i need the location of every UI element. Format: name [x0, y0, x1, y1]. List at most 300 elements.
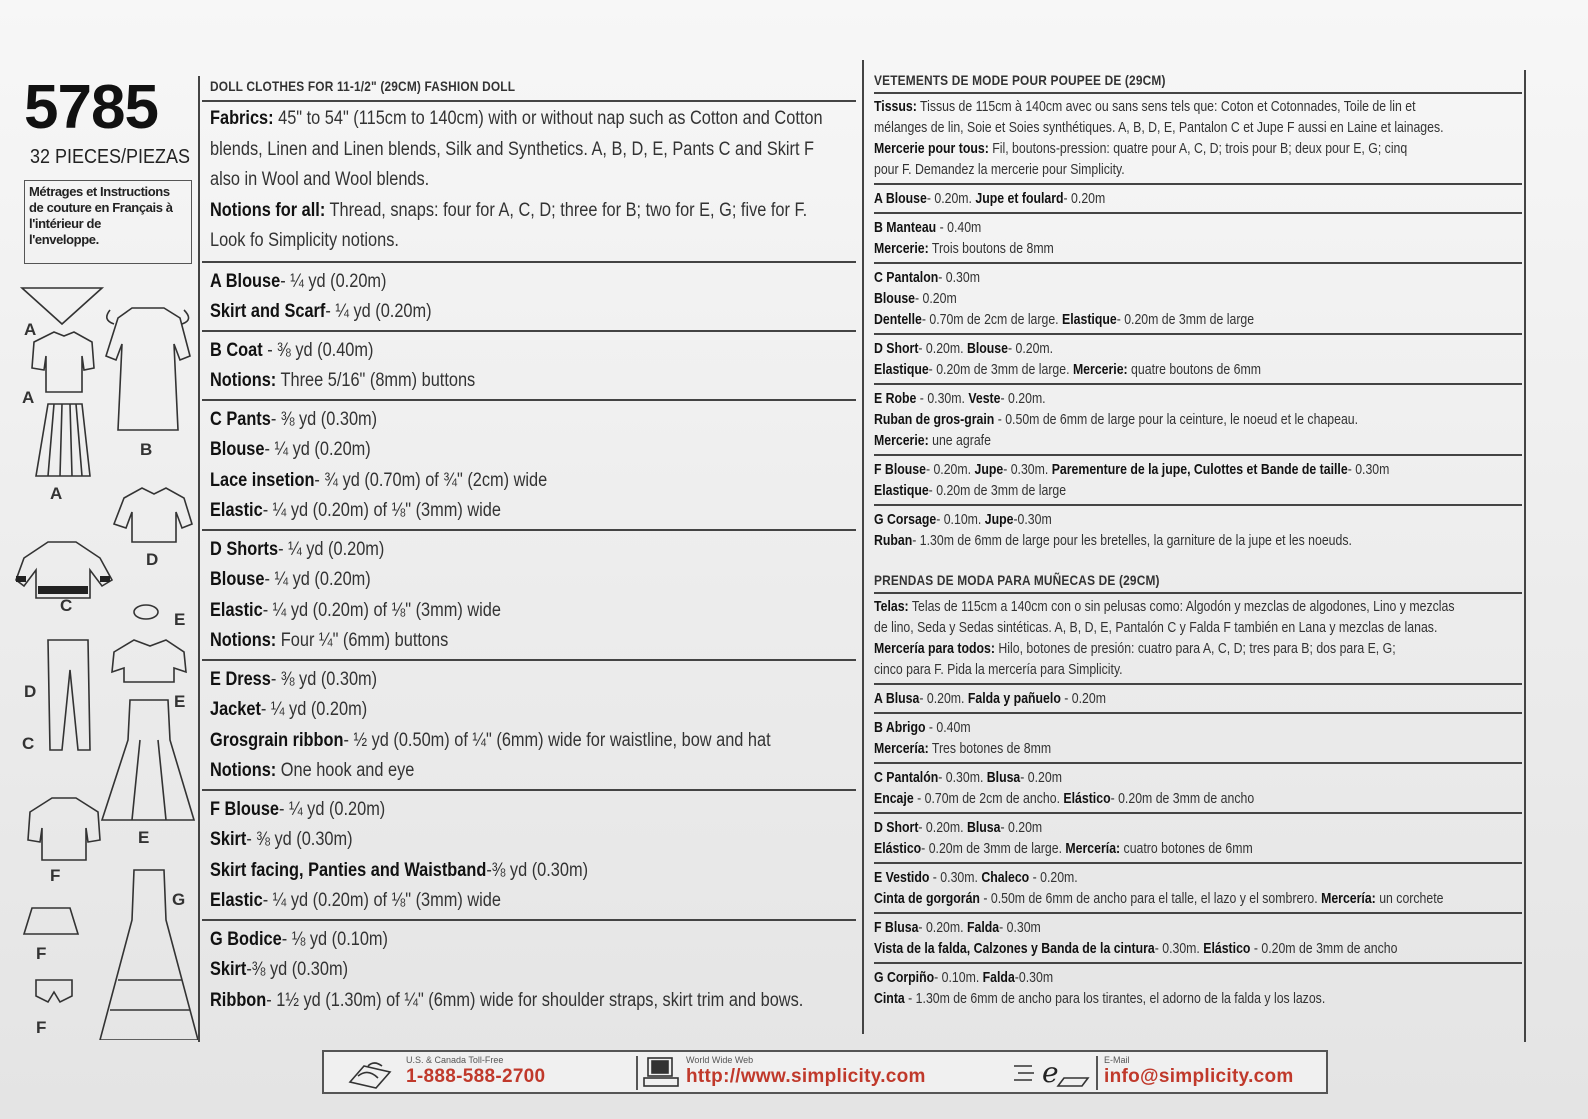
value: - 0.20m de 3mm de large	[1116, 311, 1255, 328]
label: A Blusa	[874, 690, 920, 707]
value: - ¼ yd (0.20m)	[325, 301, 432, 322]
value: - 0.20m.	[919, 690, 968, 707]
view-requirements	[874, 185, 1522, 212]
value: - ⅜ yd (0.40m)	[262, 339, 374, 361]
label: E Robe	[874, 390, 917, 407]
value: - 0.20m.	[1000, 390, 1046, 407]
label: Falda	[966, 919, 1000, 936]
text-line	[874, 288, 1405, 309]
value: -⅜ yd (0.30m)	[486, 859, 589, 881]
text-line: Look fo Simplicity notions.	[210, 230, 399, 251]
view-requirements	[210, 332, 856, 399]
label: Elastic	[210, 599, 263, 621]
center-divider	[862, 60, 864, 1034]
contact-footer	[322, 1050, 1328, 1094]
value: - 0.30m	[1347, 461, 1390, 478]
value: - 0.20m de 3mm de large.	[928, 361, 1073, 378]
value: - ¼ yd (0.20m) of ⅛" (3mm) wide	[262, 500, 501, 521]
value: - ⅜ yd (0.30m)	[270, 408, 378, 430]
view-label: A	[50, 484, 63, 503]
french-intro	[874, 94, 1522, 183]
label: D Short	[874, 340, 919, 357]
text-line	[874, 309, 1405, 330]
email-link[interactable]: info@simplicity.com	[1104, 1066, 1294, 1087]
view-label: E	[174, 692, 186, 711]
view-requirements	[210, 401, 856, 529]
text-line	[874, 338, 1405, 359]
value: -0.30m	[1014, 969, 1054, 986]
coat-sketch	[106, 308, 190, 430]
label: Falda	[982, 969, 1015, 986]
label: Blouse	[210, 569, 265, 590]
value: Tissus de 115cm à 140cm avec ou sans sens tels que: Coton et Cotonnades, Toile de lin et	[916, 98, 1416, 115]
label: Blouse	[210, 439, 265, 460]
label: Ribbon	[210, 989, 267, 1011]
value: Trois boutons de 8mm	[928, 240, 1054, 257]
text-line	[874, 96, 1416, 117]
hat-sketch	[134, 605, 158, 619]
email-icon	[1012, 1056, 1092, 1090]
label: C Pantalón	[874, 769, 939, 786]
label: Notions for all:	[210, 199, 326, 221]
text-line	[874, 838, 1405, 859]
view-requirements	[874, 335, 1522, 383]
value: - 0.50m de 6mm de ancho para el talle, el lazo y el sombrero.	[979, 890, 1322, 907]
pattern-number: 5785	[24, 73, 158, 142]
label: Parementure de la jupe, Culottes et Bande de taille	[1051, 461, 1348, 478]
label: Elástico	[874, 840, 922, 857]
label: Skirt facing, Panties and Waistband	[210, 859, 487, 881]
french-note-line: l'intérieur de	[29, 216, 101, 231]
label: Fabrics:	[210, 108, 274, 129]
value: - 0.20m de 3mm de large	[928, 482, 1067, 499]
value: - ¼ yd (0.20m)	[279, 798, 386, 820]
label: Mercerie:	[1072, 361, 1128, 378]
text-line	[210, 596, 766, 627]
value: - 0.20m.	[926, 190, 976, 207]
value: - 0.40m	[936, 219, 982, 236]
text-line	[210, 405, 766, 436]
french-heading: VETEMENTS DE MODE POUR POUPEE DE (29CM)	[874, 72, 1166, 88]
text-line	[874, 659, 1405, 680]
value: -0.30m	[1013, 511, 1052, 528]
text-line	[874, 967, 1405, 988]
label: B Manteau	[874, 219, 937, 236]
text-line	[874, 188, 1405, 209]
label: Ruban	[874, 532, 913, 549]
value: Three 5/16" (8mm) buttons	[276, 370, 476, 391]
text-line	[210, 196, 808, 227]
label: F Blouse	[210, 798, 280, 820]
value: - 0.50m de 6mm de large pour la ceinture, le noeud et le chapeau.	[994, 411, 1359, 428]
label: Mercerie:	[874, 432, 929, 449]
value: de lino, Seda y Sedas sintéticas. A, B, D, E, Pantalón C y Falda F también en Lana y mezclas de lanas.	[874, 619, 1438, 636]
text-line	[210, 535, 766, 566]
value: - 0.20m de 3mm de ancho	[1110, 790, 1255, 807]
text-line	[874, 788, 1405, 809]
label: Blusa	[966, 819, 1001, 836]
view-requirements	[210, 531, 856, 659]
value: mélanges de lin, Soie et Soies synthétiques. A, B, D, E, Pantalon C et Jupe F aussi en Laine et lainages.	[874, 119, 1444, 136]
garment-sketches	[14, 280, 204, 1040]
text-line	[874, 267, 1405, 288]
web-label: World Wide Web	[686, 1055, 754, 1065]
view-requirements	[874, 764, 1522, 812]
view-label: B	[140, 440, 153, 459]
label: D Short	[874, 819, 919, 836]
text-line	[210, 955, 766, 986]
value: - 0.10m.	[934, 969, 983, 986]
text-line	[874, 738, 1405, 759]
label: Elástico	[1063, 790, 1111, 807]
value: - 0.30m.	[1154, 940, 1204, 957]
view-requirements	[874, 685, 1522, 712]
label: Lace insetion	[210, 469, 315, 491]
value: - 0.20m	[1020, 769, 1062, 786]
view-requirements	[874, 914, 1522, 962]
shorts-blouse-sketch	[114, 488, 192, 542]
value: - 0.20m de 3mm de large.	[921, 840, 1066, 857]
value: - 0.40m	[925, 719, 971, 736]
value: - 0.30m.	[916, 390, 969, 407]
view-label: F	[36, 1018, 47, 1037]
label: Jupe et foulard	[975, 190, 1064, 207]
text-line	[874, 717, 1405, 738]
value: - 0.10m.	[936, 511, 985, 528]
f-blouse-sketch	[28, 798, 100, 860]
label: Blusa	[986, 769, 1021, 786]
text-line	[874, 459, 1405, 480]
text-line	[874, 480, 1405, 501]
value: - 0.20m	[1060, 690, 1106, 707]
view-label: E	[138, 828, 150, 847]
value: un corchete	[1375, 890, 1444, 907]
text-line	[874, 217, 1405, 238]
value: cuatro botones de 6mm	[1120, 840, 1253, 857]
value: - ¼ yd (0.20m)	[264, 569, 371, 590]
label: Ruban de gros-grain	[874, 411, 995, 428]
label: Mercería:	[874, 740, 929, 757]
label: Mercerie:	[874, 240, 929, 257]
label: E Dress	[210, 668, 271, 690]
text-line	[874, 359, 1405, 380]
view-label: C	[60, 596, 73, 615]
view-requirements	[874, 714, 1522, 762]
value: One hook and eye	[276, 760, 415, 781]
value: - 0.70m de 2cm de ancho.	[913, 790, 1064, 807]
value: - ⅜ yd (0.30m)	[246, 829, 353, 850]
label: Dentelle	[874, 311, 922, 328]
view-requirements	[210, 263, 856, 330]
right-divider	[1524, 70, 1526, 1042]
text-line	[210, 267, 766, 298]
value: - 0.20m.	[918, 340, 967, 357]
scarf-sketch	[22, 288, 102, 324]
left-divider	[198, 76, 200, 1042]
text-line: blends, Linen and Linen blends, Silk and Synthetics. A, B, D, E, Pants C and Skirt F	[210, 138, 815, 160]
label: Elastique	[874, 482, 929, 499]
text-line	[210, 695, 766, 726]
label: Cinta	[874, 990, 905, 1007]
value: - 0.20m.	[1029, 869, 1078, 886]
text-line	[874, 867, 1405, 888]
label: Jupe	[984, 511, 1014, 528]
value: - 0.30m.	[1003, 461, 1052, 478]
divider	[1096, 1056, 1098, 1090]
label: Blouse	[966, 340, 1008, 357]
text-line	[874, 617, 1438, 638]
view-requirements	[874, 456, 1522, 504]
spanish-column	[874, 572, 1522, 1012]
view-label: F	[50, 866, 61, 885]
label: Notions:	[210, 630, 277, 651]
value: - 0.30m	[999, 919, 1041, 936]
pants-sketch	[48, 640, 90, 750]
svg-text:e: e	[1042, 1056, 1059, 1089]
label: Skirt	[210, 959, 247, 980]
value: pour F. Demandez la mercerie pour Simplicity.	[874, 161, 1125, 178]
label: D Shorts	[210, 538, 279, 560]
text-line	[210, 665, 766, 696]
label: B Abrigo	[874, 719, 926, 736]
label: Mercería:	[1321, 890, 1376, 907]
text-line	[874, 767, 1405, 788]
label: Mercerie pour tous:	[874, 140, 989, 157]
computer-icon	[642, 1056, 682, 1090]
text-line	[210, 986, 804, 1017]
label: C Pants	[210, 408, 271, 430]
label: Elástico	[1203, 940, 1251, 957]
text-line	[874, 988, 1405, 1009]
value: - ¾ yd (0.70m) of ¾" (2cm) wide	[314, 469, 548, 491]
label: Chaleco	[981, 869, 1030, 886]
text-line	[874, 817, 1405, 838]
value: - 0.20m	[915, 290, 957, 307]
label: Falda y pañuelo	[967, 690, 1061, 707]
value: quatre boutons de 6mm	[1127, 361, 1261, 378]
text-line	[210, 856, 766, 887]
value: - ¼ yd (0.20m) of ⅛" (3mm) wide	[262, 599, 501, 621]
text-line	[210, 565, 766, 596]
text-line	[210, 795, 766, 826]
phone-number[interactable]: 1-888-588-2700	[406, 1066, 546, 1087]
text-line	[210, 825, 766, 856]
label: Mercería para todos:	[874, 640, 995, 657]
value: cinco para F. Pida la mercería para Simplicity.	[874, 661, 1123, 678]
label: Tissus:	[874, 98, 917, 115]
panties-sketch	[36, 980, 72, 1002]
website-link[interactable]: http://www.simplicity.com	[686, 1066, 926, 1087]
label: Jupe	[974, 461, 1004, 478]
value: - ¼ yd (0.20m) of ⅛" (3mm) wide	[262, 890, 501, 911]
text-line	[874, 917, 1405, 938]
label: Elastic	[210, 890, 263, 911]
view-label: F	[36, 944, 47, 963]
french-note-line: de couture en Français à	[29, 200, 173, 215]
english-heading: DOLL CLOTHES FOR 11-1/2" (29CM) FASHION DOLL	[210, 78, 516, 94]
value: 45" to 54" (115cm to 140cm) with or without nap such as Cotton and Cotton	[273, 108, 823, 129]
view-label: G	[172, 890, 186, 909]
value: Hilo, botones de presión: cuatro para A, C, D; tres para B; dos para E, G;	[994, 640, 1396, 657]
view-label: D	[146, 550, 159, 569]
label: A Blouse	[210, 270, 281, 292]
label: Notions:	[210, 760, 277, 781]
view-label: A	[24, 320, 37, 339]
text-line	[874, 388, 1405, 409]
label: Notions:	[210, 370, 277, 391]
divider	[636, 1056, 638, 1090]
value: - 0.20m.	[925, 461, 975, 478]
text-line	[210, 366, 766, 397]
text-line	[874, 938, 1405, 959]
label: F Blusa	[874, 919, 919, 936]
view-requirements	[874, 506, 1522, 554]
value: Tres botones de 8mm	[928, 740, 1052, 757]
label: E Vestido	[874, 869, 930, 886]
text-line	[874, 159, 1405, 180]
english-column	[210, 78, 856, 1018]
jacket-sketch	[112, 640, 186, 682]
value: - 1.30m de 6mm de large pour les bretelles, la garniture de la jupe et les noeuds.	[912, 532, 1352, 549]
label: Vista de la falda, Calzones y Banda de la cintura	[874, 940, 1155, 957]
label: Grosgrain ribbon	[210, 729, 344, 751]
f-skirt-sketch	[24, 908, 78, 934]
view-label: E	[174, 610, 186, 629]
view-label: D	[24, 682, 37, 701]
label: Encaje	[874, 790, 914, 807]
value: - 0.30m	[938, 269, 980, 286]
value: Fil, boutons-pression: quatre pour A, C, D; trois pour B; deux pour E, G; cinq	[988, 140, 1408, 157]
blouse-sketch	[32, 332, 94, 392]
label: Elastique	[1062, 311, 1117, 328]
view-label: C	[22, 734, 35, 753]
label: Skirt	[210, 829, 247, 850]
label: G Corsage	[874, 511, 937, 528]
value: - 0.30m.	[929, 869, 982, 886]
spanish-view-list	[874, 683, 1522, 1012]
text-line	[210, 466, 766, 497]
value: - ⅛ yd (0.10m)	[281, 928, 388, 950]
value: - 0.20m de 3mm de ancho	[1250, 940, 1398, 957]
label: C Pantalon	[874, 269, 939, 286]
value: - 0.30m.	[938, 769, 987, 786]
text-line	[210, 435, 766, 466]
value: - 0.20m.	[918, 919, 967, 936]
french-note-line: l'enveloppe.	[29, 232, 99, 247]
label: B Coat	[210, 339, 263, 361]
text-line	[874, 638, 1405, 659]
garment-sketches-drawing	[14, 280, 204, 1040]
spanish-intro	[874, 594, 1522, 683]
label: F Blouse	[874, 461, 926, 478]
telephone-icon	[344, 1058, 396, 1090]
label: Telas:	[874, 598, 909, 615]
text-line	[210, 756, 766, 787]
value: - 0.20m.	[1007, 340, 1054, 357]
value: - ½ yd (0.50m) of ¼" (6mm) wide for waistline, bow and hat	[343, 729, 771, 751]
text-line	[210, 626, 766, 657]
value: - ¼ yd (0.20m)	[280, 270, 387, 292]
label: G Bodice	[210, 928, 282, 950]
english-intro	[210, 102, 856, 261]
value: Four ¼" (6mm) buttons	[276, 630, 449, 651]
value: une agrafe	[928, 432, 991, 449]
label: Mercería:	[1065, 840, 1121, 857]
text-line	[874, 509, 1405, 530]
view-requirements	[874, 864, 1522, 912]
text-line	[874, 596, 1455, 617]
english-view-list	[210, 261, 856, 1019]
value: - ¼ yd (0.20m)	[264, 439, 371, 460]
text-line	[210, 496, 766, 527]
view-requirements	[210, 661, 856, 789]
text-line	[874, 409, 1405, 430]
view-requirements	[210, 921, 856, 1019]
value: - 0.20m	[1063, 190, 1106, 207]
value: - ⅜ yd (0.30m)	[270, 668, 378, 690]
view-requirements	[874, 385, 1522, 454]
label: Blouse	[874, 290, 916, 307]
french-view-list	[874, 183, 1522, 554]
value: - ¼ yd (0.20m)	[278, 538, 385, 560]
text-line	[210, 297, 766, 328]
text-line	[874, 688, 1405, 709]
text-line	[210, 925, 766, 956]
value: - 0.20m	[1000, 819, 1043, 836]
view-requirements	[874, 814, 1522, 862]
dress-sketch	[102, 700, 194, 820]
label: Cinta de gorgorán	[874, 890, 980, 907]
french-note-line: Métrages et Instructions	[29, 184, 170, 199]
french-column	[874, 72, 1522, 554]
label: Veste	[968, 390, 1001, 407]
value: - 0.70m de 2cm de large.	[921, 311, 1063, 328]
label: Skirt and Scarf	[210, 301, 326, 322]
view-requirements	[874, 964, 1522, 1012]
value: - 0.20m.	[918, 819, 967, 836]
skirt-sketch	[36, 404, 90, 476]
email-label: E-Mail	[1104, 1055, 1130, 1065]
text-line	[874, 530, 1405, 551]
label: Elastic	[210, 500, 263, 521]
label: G Corpiño	[874, 969, 935, 986]
text-line	[874, 888, 1444, 909]
piece-count: 32 PIECES/PIEZAS	[30, 146, 191, 168]
value: -⅜ yd (0.30m)	[246, 959, 349, 980]
text-line	[874, 117, 1444, 138]
value: Telas de 115cm a 140cm con o sin pelusas como: Algodón y mezclas de algodones, Lino y mezclas	[908, 598, 1455, 615]
label: Elastique	[874, 361, 929, 378]
text-line	[874, 138, 1408, 159]
value: - 1.30m de 6mm de ancho para los tirantes, el adorno de la falda y los lazos.	[904, 990, 1326, 1007]
phone-label: U.S. & Canada Toll-Free	[406, 1055, 504, 1065]
text-line	[874, 238, 1405, 259]
text-line	[210, 336, 766, 367]
value: - ¼ yd (0.20m)	[260, 699, 368, 720]
value: - 1½ yd (1.30m) of ¼" (6mm) wide for shoulder straps, skirt trim and bows.	[266, 989, 804, 1011]
label: Jacket	[210, 699, 261, 720]
text-line	[210, 886, 766, 917]
view-label: A	[22, 388, 35, 407]
spanish-heading: PRENDAS DE MODA PARA MUÑECAS DE (29CM)	[874, 572, 1160, 588]
view-requirements	[210, 791, 856, 919]
view-requirements	[874, 264, 1522, 333]
label: A Blouse	[874, 190, 927, 207]
text-line	[210, 104, 823, 135]
french-instructions-note	[24, 180, 192, 264]
value: Thread, snaps: four for A, C, D; three for B; two for E, G; five for F.	[325, 199, 808, 221]
text-line: also in Wool and Wool blends.	[210, 169, 430, 190]
